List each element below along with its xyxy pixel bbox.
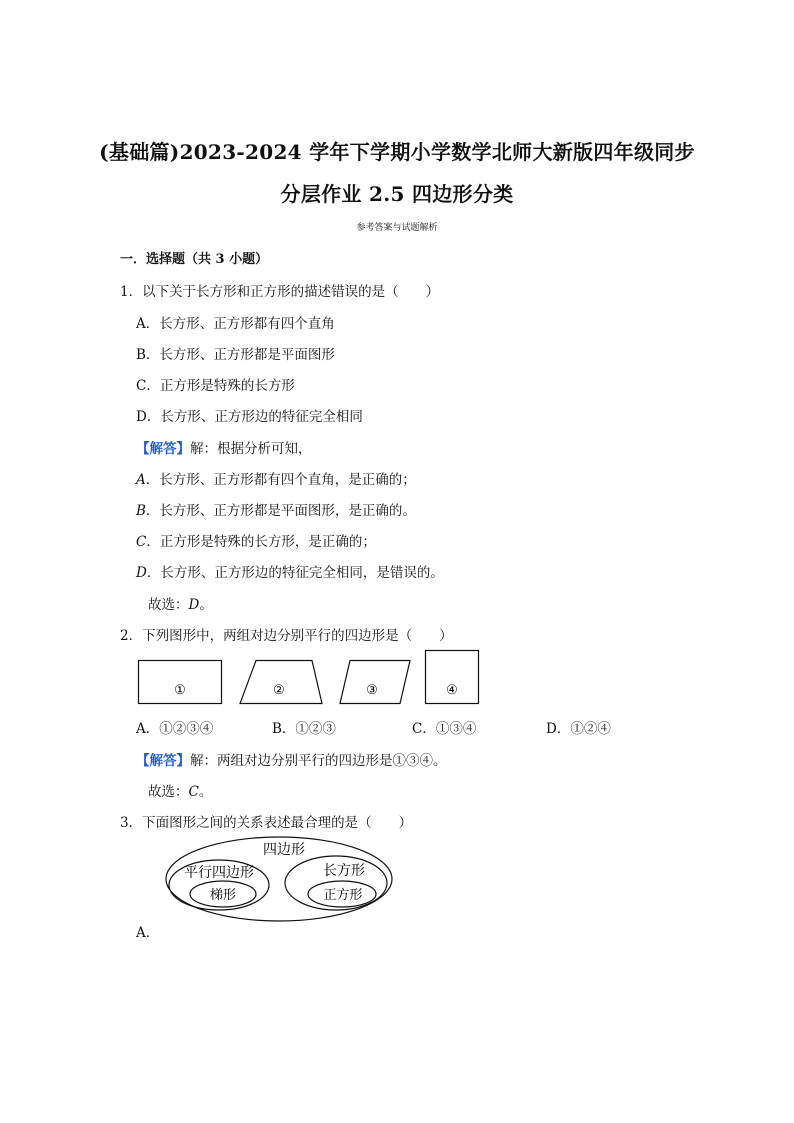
q2-answer xyxy=(136,749,447,769)
diagram-label-right-inner: 正方形 xyxy=(323,888,363,903)
q3-venn-diagram xyxy=(160,832,410,924)
q3-option-a: A． xyxy=(136,925,160,941)
answer-tag: 【解答】 xyxy=(136,441,190,457)
section-heading: 一．选择题（共 3 小题） xyxy=(120,252,269,267)
q2-stem: 2．下列图形中，两组对边分别平行的四边形是（ ） xyxy=(120,628,453,644)
diagram-label-right-outer: 长方形 xyxy=(323,863,365,879)
q2-choice: 故选：C。 xyxy=(148,784,213,800)
diagram-label-left-inner: 梯形 xyxy=(209,888,237,903)
page-subtitle: 参考答案与试题解析 xyxy=(356,223,438,233)
q1-analysis-d: D．长方形、正方形边的特征完全相同，是错误的。 xyxy=(136,565,444,581)
q1-stem: 1．以下关于长方形和正方形的描述错误的是（ ） xyxy=(120,284,440,300)
q2-option-b: B．①②③ xyxy=(272,721,336,737)
q1-option-c: C．正方形是特殊的长方形 xyxy=(136,378,295,394)
q2-answer-text: 解：两组对边分别平行的四边形是①③④。 xyxy=(190,753,447,769)
q1-choice: 故选：D。 xyxy=(148,597,213,613)
q2-option-a: A．①②③④ xyxy=(136,721,214,737)
shape-label-4: ④ xyxy=(446,683,458,698)
diagram-label-outer: 四边形 xyxy=(263,842,305,858)
q3-stem: 3．下面图形之间的关系表述最合理的是（ ） xyxy=(120,815,413,831)
q2-option-d: D．①②④ xyxy=(546,721,611,737)
shape-square xyxy=(426,651,479,704)
q1-option-d: D．长方形、正方形边的特征完全相同 xyxy=(136,409,363,425)
shape-parallelogram xyxy=(340,661,410,704)
shape-label-1: ① xyxy=(174,683,186,698)
q1-analysis-c: C．正方形是特殊的长方形，是正确的； xyxy=(136,534,376,550)
shape-rectangle xyxy=(139,661,222,704)
shape-label-3: ③ xyxy=(366,683,378,698)
q1-option-a: A．长方形、正方形都有四个直角 xyxy=(136,316,335,332)
page-title-line2: 分层作业 2.5 四边形分类 xyxy=(280,182,514,206)
answer-tag: 【解答】 xyxy=(136,753,190,769)
q1-answer-intro: 解：根据分析可知， xyxy=(190,441,312,457)
q2-option-c: C．①③④ xyxy=(412,721,477,737)
q1-analysis-a: A．长方形、正方形都有四个直角，是正确的； xyxy=(136,472,416,488)
q1-option-b: B．长方形、正方形都是平面图形 xyxy=(136,347,335,363)
shape-label-2: ② xyxy=(273,683,285,698)
page-title-line1: (基础篇)2023-2024 学年下学期小学数学北师大新版四年级同步 xyxy=(99,140,695,164)
q1-answer xyxy=(136,437,312,457)
shape-trapezoid xyxy=(240,661,322,704)
q1-analysis-b: B．长方形、正方形都是平面图形，是正确的。 xyxy=(136,503,416,519)
diagram-label-left-outer: 平行四边形 xyxy=(184,865,254,881)
q2-shapes-figure xyxy=(130,645,490,710)
